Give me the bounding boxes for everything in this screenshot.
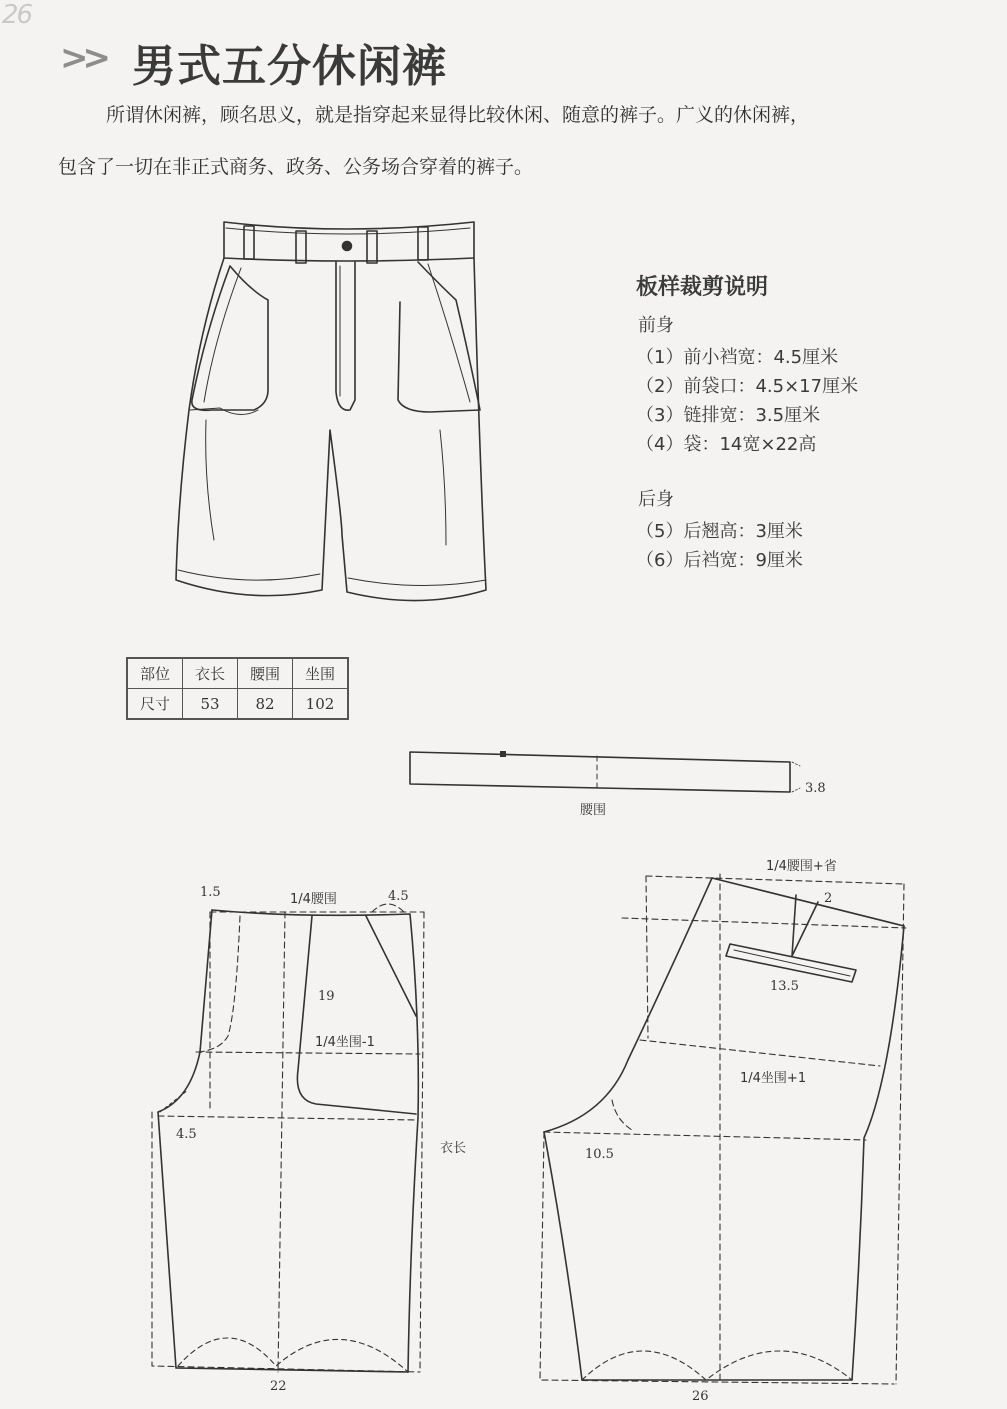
intro-line-2: 包含了一切在非正式商务、政务、公务场合穿着的裤子。 <box>58 156 534 178</box>
size-table-header: 部位 <box>127 658 183 689</box>
page-number-mark: 26 <box>2 0 32 30</box>
front-note-4: （4）袋：14宽×22高 <box>636 434 817 455</box>
front-waist-label: 1/4腰围 <box>290 892 337 907</box>
front-section-label: 前身 <box>638 315 674 336</box>
back-crotch-label: 10.5 <box>585 1147 614 1162</box>
front-pocket-label: 19 <box>318 989 335 1004</box>
size-table-row-label: 尺寸 <box>127 689 183 720</box>
cutting-notes-title: 板样裁剪说明 <box>636 275 769 300</box>
front-note-2: （2）前袋口：4.5×17厘米 <box>636 376 859 397</box>
back-pattern-piece <box>540 874 906 1384</box>
page-title: 男式五分休闲裤 <box>132 41 447 92</box>
back-dart-label: 2 <box>824 891 833 906</box>
front-note-3: （3）链排宽：3.5厘米 <box>636 405 821 426</box>
back-section-label: 后身 <box>638 489 674 510</box>
size-table-header: 衣长 <box>183 658 238 689</box>
size-table-cell: 53 <box>183 689 238 720</box>
front-top-left-label: 1.5 <box>200 885 221 900</box>
back-hem-label: 26 <box>692 1389 709 1404</box>
size-table-header: 腰围 <box>238 658 293 689</box>
front-crotch-label: 4.5 <box>176 1127 197 1142</box>
back-pocket-label: 13.5 <box>770 979 799 994</box>
waistband-pattern-piece <box>410 751 800 792</box>
back-waist-label: 1/4腰围+省 <box>766 859 837 874</box>
front-dart-label: 4.5 <box>388 889 409 904</box>
length-label: 衣长 <box>440 1141 467 1156</box>
size-table-header: 坐围 <box>293 658 349 689</box>
back-note-6: （6）后裆宽：9厘米 <box>636 550 803 571</box>
size-table-cell: 102 <box>293 689 349 720</box>
shorts-sketch-illustration <box>176 222 486 601</box>
front-note-1: （1）前小裆宽：4.5厘米 <box>636 347 839 368</box>
waistband-name-label: 腰围 <box>580 803 607 818</box>
back-note-5: （5）后翘高：3厘米 <box>636 521 803 542</box>
back-hip-label: 1/4坐围+1 <box>740 1071 807 1086</box>
size-table-cell: 82 <box>238 689 293 720</box>
waistband-height-label: 3.8 <box>805 781 826 796</box>
front-hem-label: 22 <box>270 1379 287 1394</box>
intro-line-1: 所谓休闲裤，顾名思义，就是指穿起来显得比较休闲、随意的裤子。广义的休闲裤， <box>106 104 810 126</box>
title-arrows-icon: >> <box>60 38 105 78</box>
front-hip-label: 1/4坐围-1 <box>315 1035 375 1050</box>
